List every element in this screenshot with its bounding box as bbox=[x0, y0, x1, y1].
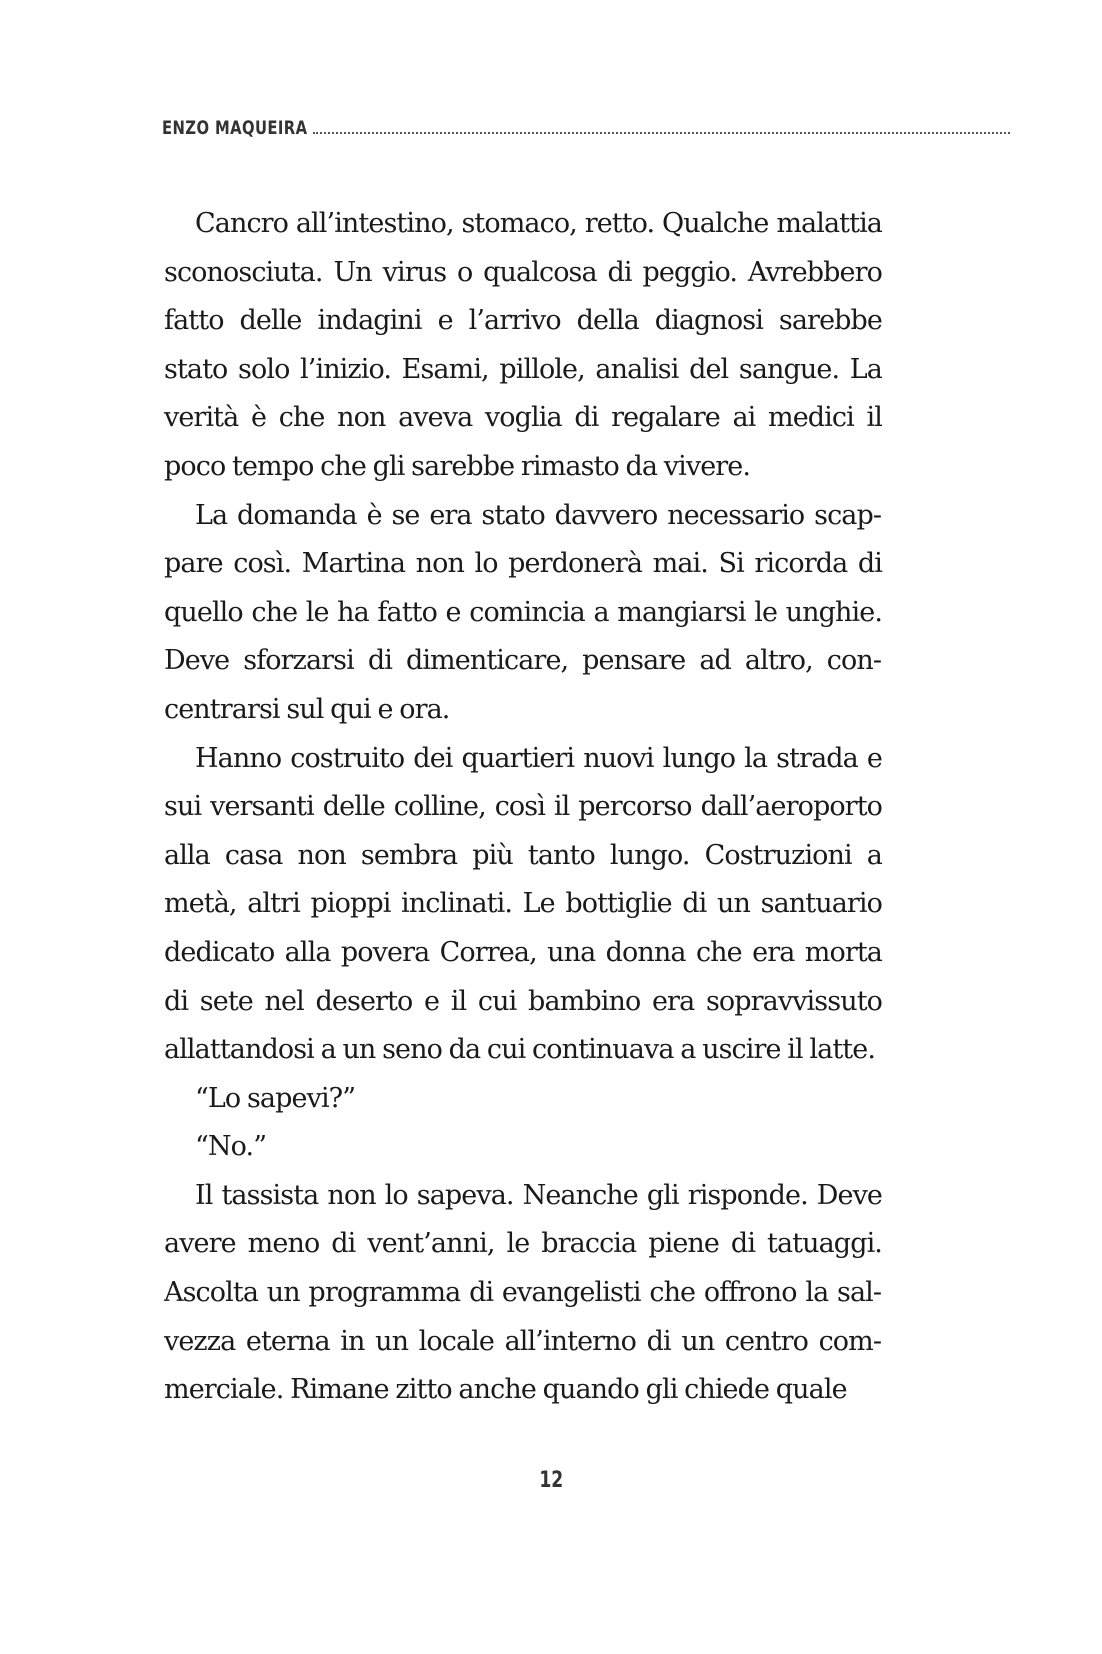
paragraph: Hanno costruito dei quartieri nuovi lungo la strada e sui versanti delle colline, così il percorso dall’aeroporto alla casa non sembra più tanto lungo. Costruzioni a metà, altri pioppi inclinati. Le bottiglie di un santuario dedicato alla povera Correa, una donna che era morta di sete nel deserto e il cui bambino era sopravvissuto allattandosi a un seno da cui continuava a uscire il latte. bbox=[164, 742, 882, 1066]
paragraph: Cancro all’intestino, stomaco, retto. Qualche malattia sconosciuta. Un virus o qualcosa di peggio. Avrebbero fatto delle indagini e l’arrivo della diagnosi sarebbe stato solo l’inizio. Esami, pillole, analisi del sangue. La verità è che non aveva voglia di regalare ai medici il poco tempo che gli sarebbe rimasto da vivere. bbox=[164, 208, 882, 482]
paragraph: La domanda è se era stato davvero necessario scappare così. Martina non lo perdonerà mai. Si ricorda di quello che le ha fatto e comincia a mangiarsi le unghie. Deve sforzarsi di dimenticare, pensare ad altro, concentrarsi sul qui e ora. bbox=[164, 499, 882, 725]
paragraph: Il tassista non lo sapeva. Neanche gli risponde. Deve avere meno di vent’anni, le braccia piene di tatuaggi. Ascolta un programma di evangelisti che offrono la salvezza eterna in un locale all’interno di un centro commerciale. Rimane zitto anche quando gli chiede quale bbox=[164, 1179, 882, 1406]
page-number-label: 12 bbox=[539, 1468, 563, 1493]
dialogue-line: “No.” bbox=[195, 1131, 267, 1163]
running-head bbox=[162, 112, 1010, 138]
dialogue-line: “Lo sapevi?” bbox=[195, 1082, 356, 1114]
body-text bbox=[164, 200, 882, 1415]
dotted-leader bbox=[313, 132, 1011, 134]
page-number bbox=[0, 1468, 1102, 1493]
running-head-author: ENZO MAQUEIRA bbox=[162, 117, 308, 139]
